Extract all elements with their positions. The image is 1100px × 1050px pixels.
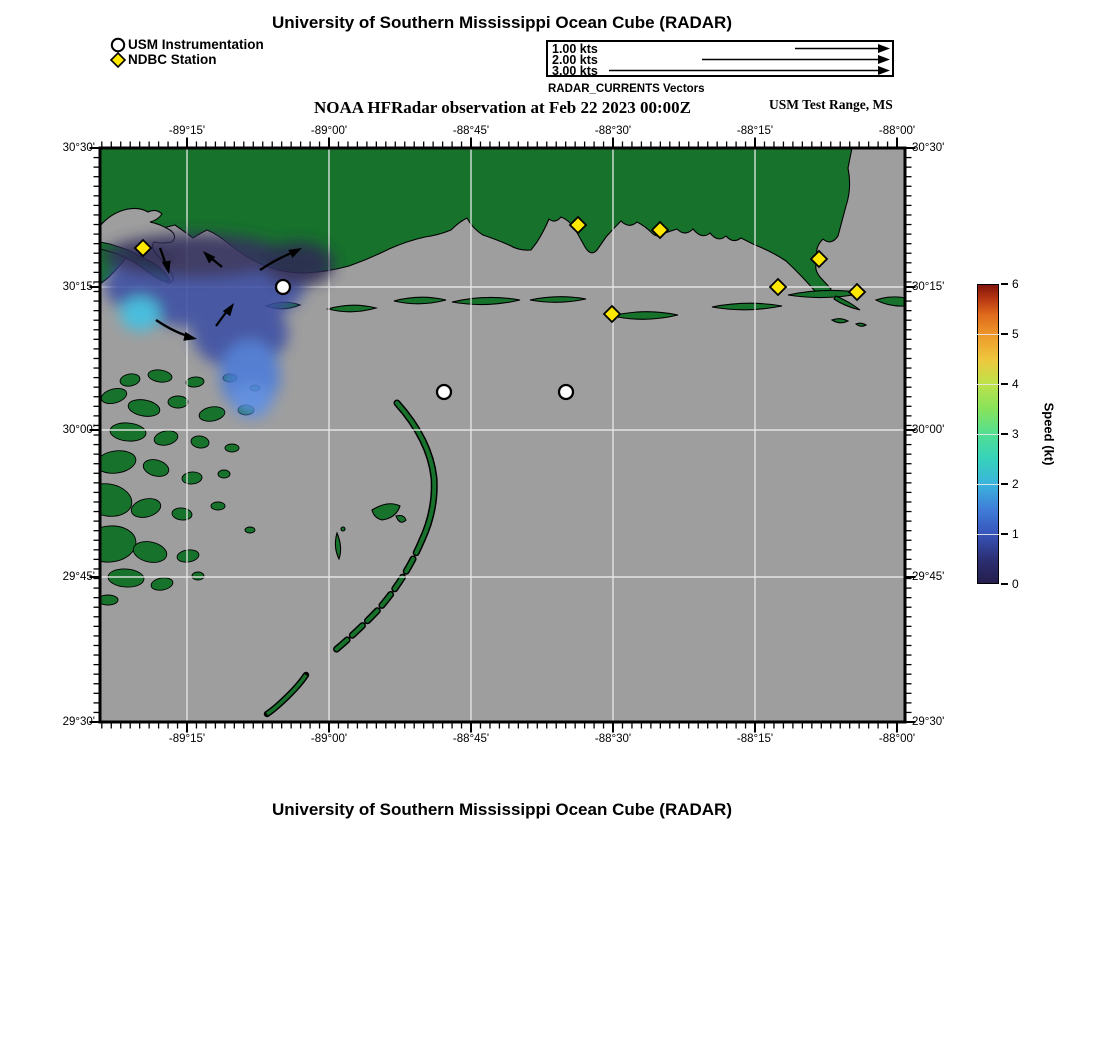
colorbar-ticks <box>1001 277 1041 591</box>
x-axis-label: -88°45' <box>452 733 490 745</box>
x-axis-label: -88°30' <box>594 733 632 745</box>
y-axis-label: 29°45' <box>912 571 945 583</box>
y-axis-label: 30°15' <box>62 281 95 293</box>
colorbar-interior-line <box>977 334 999 335</box>
y-axis-label: 30°00' <box>62 424 95 436</box>
legend-item-ndbc <box>108 52 264 67</box>
map-svg <box>100 148 905 722</box>
x-axis-label: -89°15' <box>168 733 206 745</box>
colorbar-interior-line <box>977 484 999 485</box>
usm-instrumentation-marker <box>559 385 573 399</box>
islet-dot <box>341 527 345 531</box>
colorbar-tick <box>1001 333 1008 335</box>
x-axis-label: -88°00' <box>878 125 916 137</box>
vector-scale-arrows <box>548 42 892 78</box>
vector-scale-row-label: 3.00 kts <box>552 63 598 78</box>
colorbar-interior-line <box>977 384 999 385</box>
colorbar-title: Speed (kt) <box>1041 402 1057 466</box>
map-panel <box>100 148 905 722</box>
colorbar-tick-label: 0 <box>1012 577 1019 591</box>
y-axis-label: 30°15' <box>912 281 945 293</box>
colorbar-tick <box>1001 483 1008 485</box>
x-axis-label: -88°15' <box>736 733 774 745</box>
colorbar-tick-label: 4 <box>1012 377 1019 391</box>
colorbar-interior-line <box>977 434 999 435</box>
vector-scale-caption: RADAR_CURRENTS Vectors <box>548 83 705 95</box>
circle-marker-icon <box>108 37 128 53</box>
legend-item-usm <box>108 37 264 52</box>
colorbar-tick-label: 3 <box>1012 427 1019 441</box>
colorbar <box>977 284 999 584</box>
colorbar-tick-label: 2 <box>1012 477 1019 491</box>
y-axis-label: 30°00' <box>912 424 945 436</box>
colorbar-tick <box>1001 283 1008 285</box>
vector-scale-box <box>546 40 894 77</box>
colorbar-tick-label: 5 <box>1012 327 1019 341</box>
legend-label-usm: USM Instrumentation <box>128 37 264 52</box>
y-axis-label: 29°45' <box>62 571 95 583</box>
colorbar-tick <box>1001 533 1008 535</box>
figure-title-top: University of Southern Mississippi Ocean Cube (RADAR) <box>271 13 732 32</box>
x-axis-label: -88°15' <box>736 125 774 137</box>
y-axis-label: 30°30' <box>62 142 95 154</box>
observation-subtitle: NOAA HFRadar observation at Feb 22 2023 00:00Z <box>314 98 691 117</box>
diamond-marker-icon <box>108 52 128 68</box>
region-label: USM Test Range, MS <box>769 97 893 112</box>
colorbar-tick <box>1001 583 1008 585</box>
marker-legend <box>108 37 264 67</box>
usm-instrumentation-marker <box>437 385 451 399</box>
usm-instrumentation-marker <box>276 280 290 294</box>
y-axis-label: 29°30' <box>62 716 95 728</box>
y-axis-label: 30°30' <box>912 142 945 154</box>
colorbar-tick-label: 6 <box>1012 277 1019 291</box>
y-axis-label: 29°30' <box>912 716 945 728</box>
x-axis-label: -88°45' <box>452 125 490 137</box>
colorbar-interior-line <box>977 534 999 535</box>
legend-label-ndbc: NDBC Station <box>128 52 217 67</box>
x-axis-label: -89°00' <box>310 733 348 745</box>
vector-scale-row-label: 1.00 kts <box>552 41 598 56</box>
x-axis-label: -88°30' <box>594 125 632 137</box>
colorbar-tick <box>1001 433 1008 435</box>
colorbar-tick-label: 1 <box>1012 527 1019 541</box>
colorbar-tick <box>1001 383 1008 385</box>
x-axis-label: -88°00' <box>878 733 916 745</box>
x-axis-label: -89°15' <box>168 125 206 137</box>
figure-title-bottom: University of Southern Mississippi Ocean Cube (RADAR) <box>271 800 732 819</box>
x-axis-label: -89°00' <box>310 125 348 137</box>
vector-scale-row-label: 2.00 kts <box>552 52 598 67</box>
